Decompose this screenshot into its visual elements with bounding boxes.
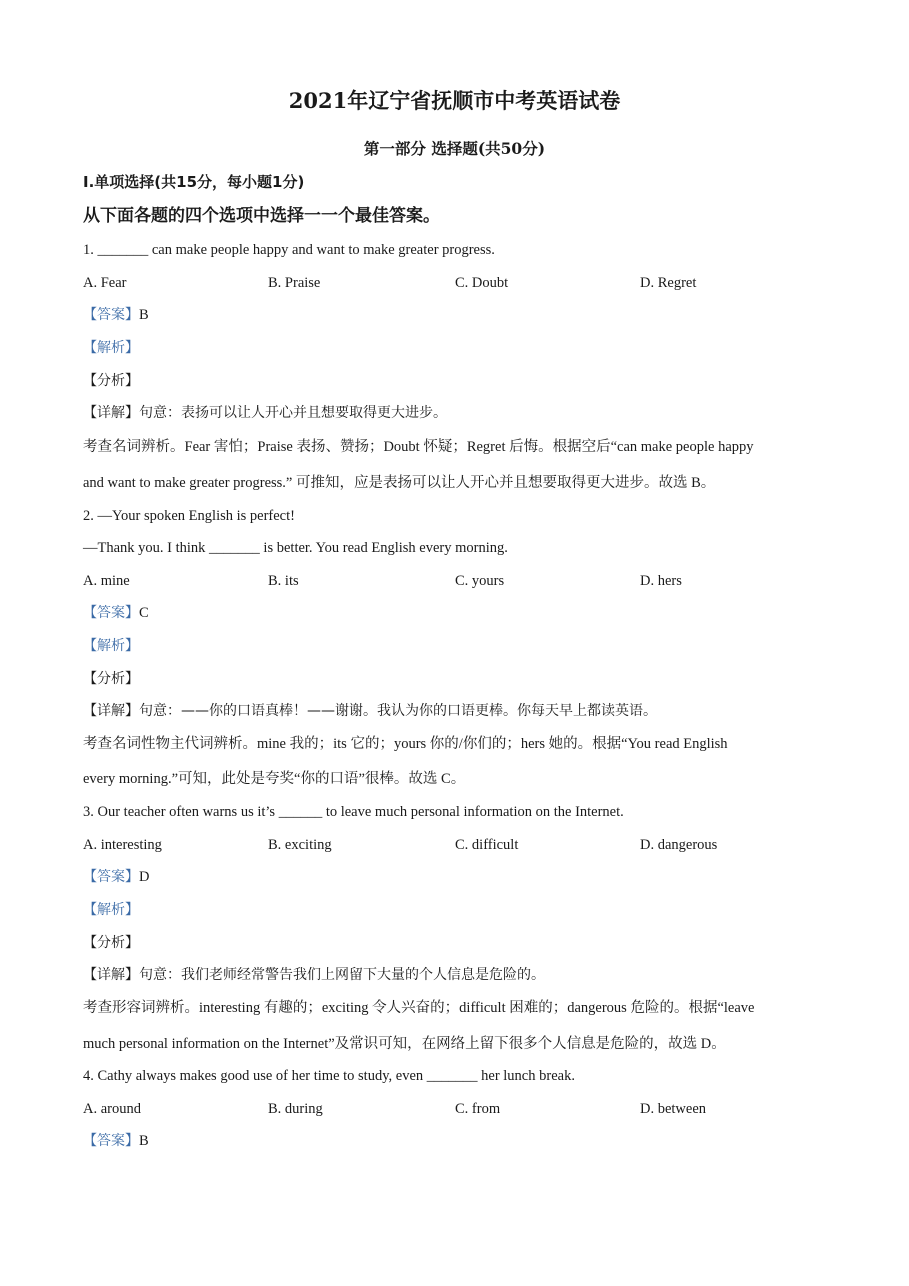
question-2-explain-2: every morning.”可知，此处是夸奖“你的口语”很棒。故选 C。: [83, 771, 466, 787]
answer-label: 【答案】: [83, 1133, 139, 1149]
detail-text: 句意：我们老师经常警告我们上网留下大量的个人信息是危险的。: [139, 967, 545, 983]
question-1-explain-2: and want to make greater progress.” 可推知，应是表扬可以让人开心并且想要取得更大进步。故选 B。: [83, 475, 716, 491]
analysis-label: 【解析】: [83, 902, 139, 918]
question-4-option-b: B. during: [268, 1101, 323, 1117]
question-3-breakdown: [83, 933, 139, 953]
question-4-option-d: D. between: [640, 1101, 707, 1117]
question-4-option-c: C. from: [455, 1101, 501, 1117]
question-4-option-a: A. around: [83, 1101, 141, 1117]
question-2-answer: [83, 603, 149, 623]
analysis-label: 【解析】: [83, 340, 139, 356]
breakdown-label: 【分析】: [83, 671, 139, 687]
question-1-answer: [83, 305, 149, 325]
question-1-breakdown: [83, 371, 139, 391]
question-3-option-d: D. dangerous: [640, 837, 718, 853]
breakdown-label: 【分析】: [83, 935, 139, 951]
answer-label: 【答案】: [83, 869, 139, 885]
question-3-explain-1: 考查形容词辨析。interesting 有趣的；exciting 令人兴奋的；difficult 困难的；dangerous 危险的。根据“leave: [83, 1000, 755, 1016]
question-1-option-b: B. Praise: [268, 275, 321, 291]
question-3-option-c: C. difficult: [455, 837, 519, 853]
question-2-stem-2: —Thank you. I think _______ is better. You read English every morning.: [83, 540, 508, 556]
question-4-stem: 4. Cathy always makes good use of her time to study, even _______ her lunch break.: [83, 1068, 575, 1084]
question-4-answer: [83, 1131, 149, 1151]
question-1-explain-1: 考查名词辨析。Fear 害怕；Praise 表扬、赞扬；Doubt 怀疑；Regret 后悔。根据空后“can make people happy: [83, 439, 754, 455]
answer-value: B: [139, 1133, 149, 1149]
detail-label: 【详解】: [83, 967, 139, 983]
detail-label: 【详解】: [83, 703, 139, 719]
breakdown-label: 【分析】: [83, 373, 139, 389]
answer-value: B: [139, 307, 149, 323]
question-3-stem: 3. Our teacher often warns us it’s ______ to leave much personal information on the Internet.: [83, 804, 624, 820]
question-3-option-a: A. interesting: [83, 837, 162, 853]
section-heading: I.单项选择(共15分，每小题1分): [83, 173, 305, 191]
question-2-stem: 2. —Your spoken English is perfect!: [83, 508, 295, 524]
question-2-option-c: C. yours: [455, 573, 505, 589]
answer-value: D: [139, 869, 150, 885]
question-1-stem: 1. _______ can make people happy and want to make greater progress.: [83, 242, 495, 258]
question-2-analysis: [83, 636, 139, 656]
answer-value: C: [139, 605, 149, 621]
question-1-option-a: A. Fear: [83, 275, 127, 291]
question-2-detail: [83, 701, 657, 721]
question-2-option-a: A. mine: [83, 573, 130, 589]
question-3-answer: [83, 867, 149, 887]
question-1-option-c: C. Doubt: [455, 275, 509, 291]
instruction-text: 从下面各题的四个选项中选择一一个最佳答案。: [83, 206, 440, 226]
question-3-analysis: [83, 900, 139, 920]
question-2-breakdown: [83, 669, 139, 689]
question-1-analysis: [83, 338, 139, 358]
page-title: 2021年辽宁省抚顺市中考英语试卷: [288, 88, 621, 113]
question-2-option-d: D. hers: [640, 573, 682, 589]
question-3-option-b: B. exciting: [268, 837, 332, 853]
answer-label: 【答案】: [83, 307, 139, 323]
answer-label: 【答案】: [83, 605, 139, 621]
question-2-explain-1: 考查名词性物主代词辨析。mine 我的；its 它的；yours 你的/你们的；hers 她的。根据“You read English: [83, 736, 728, 752]
question-3-detail: [83, 965, 545, 985]
detail-text: 句意：——你的口语真棒！——谢谢。我认为你的口语更棒。你每天早上都读英语。: [139, 703, 657, 719]
question-1-detail: [83, 403, 447, 423]
part-subtitle: 第一部分 选择题(共50分): [363, 139, 546, 158]
question-2-option-b: B. its: [268, 573, 299, 589]
detail-label: 【详解】: [83, 405, 139, 421]
question-3-explain-2: much personal information on the Internet”及常识可知，在网络上留下很多个人信息是危险的，故选 D。: [83, 1036, 726, 1052]
detail-text: 句意：表扬可以让人开心并且想要取得更大进步。: [139, 405, 447, 421]
question-1-option-d: D. Regret: [640, 275, 697, 291]
analysis-label: 【解析】: [83, 638, 139, 654]
